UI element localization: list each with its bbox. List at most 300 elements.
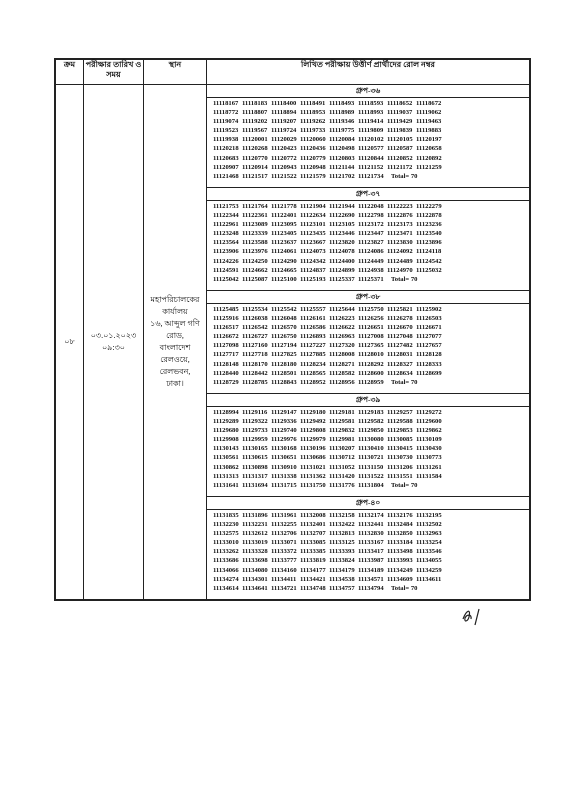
roll-number: 11131804 [358, 481, 384, 489]
roll-row [213, 247, 526, 256]
roll-number: 11130730 [387, 454, 413, 462]
roll-number: 11120268 [242, 145, 268, 153]
roll-number: 11127320 [329, 342, 355, 350]
date-cell [84, 85, 144, 600]
roll-number: 11131551 [387, 472, 413, 480]
roll-number: 11120577 [358, 145, 384, 153]
roll-number: 11130898 [242, 463, 268, 471]
header-serial: ক্রম [56, 60, 84, 85]
roll-number: 11119883 [416, 127, 442, 135]
roll-number: 11124665 [271, 266, 297, 274]
roll-number: 11119809 [358, 127, 384, 135]
roll-row [213, 453, 526, 462]
exam-time: ০৯:৩০ [101, 343, 126, 352]
roll-group [207, 188, 529, 291]
roll-number: 11126278 [387, 315, 413, 323]
roll-number: 11120498 [329, 145, 355, 153]
roll-number: 11118400 [271, 100, 297, 107]
roll-number: 11119062 [416, 109, 442, 117]
roll-number: 11120852 [387, 154, 413, 162]
roll-number: 11128008 [329, 351, 355, 359]
roll-number: 11119733 [300, 127, 326, 135]
roll-number: 11118167 [213, 100, 239, 107]
roll-number: 11125485 [213, 306, 239, 313]
roll-number: 11129740 [271, 427, 297, 435]
roll-number: 11132850 [387, 530, 413, 538]
roll-number: 11125750 [358, 306, 384, 313]
roll-number: 11118772 [213, 109, 239, 117]
roll-number: 11132008 [300, 512, 326, 519]
roll-row [213, 520, 526, 529]
roll-number: 11126503 [416, 315, 442, 323]
roll-number: 11125534 [242, 306, 268, 313]
roll-number: 11120948 [300, 163, 326, 171]
roll-number: 11134421 [300, 575, 326, 583]
roll-number: 11129908 [213, 436, 239, 444]
roll-number: 11120102 [358, 136, 384, 144]
roll-number: 11124400 [329, 257, 355, 265]
roll-row [213, 529, 526, 538]
roll-number: 11128959 [358, 378, 384, 386]
roll-number: 11123471 [387, 230, 413, 238]
roll-row [213, 323, 526, 332]
roll-number: 11134301 [242, 575, 268, 583]
roll-number: 11126542 [242, 324, 268, 332]
roll-number: 11129853 [387, 427, 413, 435]
roll-row [213, 408, 526, 417]
roll-number: 11121944 [329, 203, 355, 210]
roll-number: 11129959 [242, 436, 268, 444]
roll-number: 11134571 [358, 575, 384, 583]
venue-line: কার্যালয় [162, 307, 188, 316]
roll-number: 11129116 [242, 409, 268, 416]
roll-number: 11129582 [358, 418, 384, 426]
roll-number: 11123976 [242, 248, 268, 256]
roll-number: 11123172 [358, 221, 384, 229]
roll-row [213, 556, 526, 565]
roll-number: 11122401 [271, 212, 297, 220]
roll-number: 11121152 [358, 163, 384, 171]
roll-number: 11131317 [242, 472, 268, 480]
roll-number: 11132575 [213, 530, 239, 538]
roll-number: 11129492 [300, 418, 326, 426]
roll-number: 11125542 [271, 306, 297, 313]
roll-number: 11127825 [271, 351, 297, 359]
roll-row [213, 99, 526, 108]
roll-row [213, 341, 526, 350]
roll-number: 11123896 [416, 239, 442, 247]
roll-number: 11119262 [300, 118, 326, 126]
roll-number: 11125902 [416, 306, 442, 313]
roll-number-block [207, 510, 529, 595]
roll-number: 11133010 [213, 539, 239, 547]
roll-number: 11133987 [358, 557, 384, 565]
roll-number: 11126671 [416, 324, 442, 332]
roll-number: 11120779 [300, 154, 326, 162]
roll-number: 11123173 [387, 221, 413, 229]
roll-number: 11119414 [358, 118, 384, 126]
roll-number: 11120197 [416, 136, 442, 144]
roll-number: 11130143 [213, 445, 239, 453]
roll-number: 11119429 [387, 118, 413, 126]
roll-number: 11127885 [300, 351, 326, 359]
group-total: Total= 70 [391, 584, 418, 592]
roll-number: 11133777 [271, 557, 297, 565]
roll-number: 11130168 [271, 445, 297, 453]
roll-number: 11132963 [416, 530, 442, 538]
roll-row [213, 144, 526, 153]
roll-number: 11121144 [329, 163, 355, 171]
roll-number: 11133071 [271, 539, 297, 547]
roll-number: 11126670 [387, 324, 413, 332]
roll-number: 11129600 [416, 418, 442, 426]
roll-row [213, 463, 526, 472]
group-title: গ্রুপ-৩৭ [207, 188, 529, 201]
roll-number: 11122223 [387, 203, 413, 210]
roll-number: 11131961 [271, 512, 297, 519]
roll-number: 11118672 [416, 100, 442, 107]
roll-number: 11127717 [213, 351, 239, 359]
roll-number: 11125337 [329, 275, 355, 283]
roll-number: 11131261 [416, 463, 442, 471]
roll-number: 11132706 [271, 530, 297, 538]
roll-number: 11125821 [387, 306, 413, 313]
roll-number: 11124092 [387, 248, 413, 256]
roll-number: 11127482 [387, 342, 413, 350]
roll-number: 11120770 [242, 154, 268, 162]
roll-number: 11132422 [329, 521, 355, 529]
roll-number: 11119523 [213, 127, 239, 135]
group-total: Total= 70 [391, 378, 418, 386]
roll-number: 11126586 [300, 324, 326, 332]
roll-row [213, 350, 526, 359]
roll-number: 11130165 [242, 445, 268, 453]
roll-number: 11127365 [358, 342, 384, 350]
roll-number: 11127008 [358, 333, 384, 341]
roll-number-block [207, 98, 529, 183]
roll-number: 11123667 [300, 239, 326, 247]
roll-number: 11128565 [300, 369, 326, 377]
roll-row [213, 126, 526, 135]
roll-number: 11124899 [329, 266, 355, 274]
roll-number: 11121579 [300, 172, 326, 180]
roll-number: 11125916 [213, 315, 239, 323]
roll-number: 11127194 [271, 342, 297, 350]
roll-number: 11129183 [358, 409, 384, 416]
roll-number: 11126517 [213, 324, 239, 332]
roll-number: 11131641 [213, 481, 239, 489]
roll-number: 11123095 [271, 221, 297, 229]
roll-number: 11120914 [242, 163, 268, 171]
roll-number: 11128128 [416, 351, 442, 359]
roll-number: 11132441 [358, 521, 384, 529]
roll-number: 11124226 [213, 257, 239, 265]
roll-number: 11125644 [329, 306, 355, 313]
roll-number: 11133417 [358, 548, 384, 556]
venue-line: মহাপরিচালকের [150, 295, 200, 304]
roll-number: 11121468 [213, 172, 239, 180]
roll-number: 11120658 [416, 145, 442, 153]
roll-row [213, 257, 526, 266]
roll-table [55, 59, 530, 600]
roll-number: 11126727 [242, 333, 268, 341]
roll-number: 11132401 [300, 521, 326, 529]
roll-number: 11127048 [387, 333, 413, 341]
roll-row [213, 108, 526, 117]
group-list [207, 85, 529, 599]
table-row [56, 85, 530, 600]
roll-number: 11123089 [242, 221, 268, 229]
roll-number: 11122048 [358, 203, 384, 210]
roll-number: 11130085 [387, 436, 413, 444]
header-date: পরীক্ষার তারিখ ও সময় [84, 60, 144, 85]
roll-number: 11131338 [271, 472, 297, 480]
roll-number: 11129289 [213, 418, 239, 426]
roll-number: 11118807 [242, 109, 268, 117]
roll-number: 11128170 [242, 360, 268, 368]
roll-number: 11122878 [416, 212, 442, 220]
roll-number: 11133546 [416, 548, 442, 556]
roll-number: 11124970 [387, 266, 413, 274]
roll-number: 11120218 [213, 145, 239, 153]
venue-line: রেলভবন, [159, 367, 191, 376]
roll-number: 11120907 [213, 163, 239, 171]
header-rolls: লিখিত পরীক্ষায় উত্তীর্ণ প্রার্থীদের রোল নম্বর [207, 60, 530, 85]
roll-number: 11120084 [329, 136, 355, 144]
venue-cell [144, 85, 207, 600]
roll-number: 11120029 [271, 136, 297, 144]
roll-number: 11133824 [329, 557, 355, 565]
roll-number: 11124073 [300, 248, 326, 256]
roll-number: 11127657 [416, 342, 442, 350]
roll-number: 11121702 [329, 172, 355, 180]
roll-number: 11123405 [271, 230, 297, 238]
roll-number: 11120060 [300, 136, 326, 144]
roll-row [213, 435, 526, 444]
roll-number: 11118652 [387, 100, 413, 107]
roll-number: 11125087 [242, 275, 268, 283]
roll-group [207, 85, 529, 188]
roll-number: 11123540 [416, 230, 442, 238]
roll-group [207, 497, 529, 599]
roll-number: 11123248 [213, 230, 239, 238]
roll-row [213, 444, 526, 453]
roll-number: 11131052 [329, 463, 355, 471]
roll-number: 11119567 [242, 127, 268, 135]
roll-number: 11120892 [416, 154, 442, 162]
roll-number: 11133393 [329, 548, 355, 556]
roll-number: 11131150 [358, 463, 384, 471]
roll-number: 11129336 [271, 418, 297, 426]
roll-number: 11128442 [242, 369, 268, 377]
roll-number: 11119207 [271, 118, 297, 126]
roll-number: 11128010 [358, 351, 384, 359]
roll-number: 11121764 [242, 203, 268, 210]
venue-line: বাংলাদেশ [159, 343, 191, 352]
roll-row [213, 472, 526, 481]
roll-number: 11127227 [300, 342, 326, 350]
roll-number: 11119463 [416, 118, 442, 126]
roll-number: 11120943 [271, 163, 297, 171]
roll-number: 11130080 [358, 436, 384, 444]
roll-group [207, 291, 529, 394]
roll-number: 11128785 [242, 378, 268, 386]
roll-number: 11133167 [358, 539, 384, 547]
roll-number: 11130910 [271, 463, 297, 471]
roll-number: 11121522 [271, 172, 297, 180]
roll-number: 11128271 [329, 360, 355, 368]
roll-number: 11126750 [271, 333, 297, 341]
roll-number: 11134259 [416, 566, 442, 574]
roll-number: 11124449 [358, 257, 384, 265]
roll-row [213, 566, 526, 575]
roll-number: 11122361 [242, 212, 268, 220]
roll-number: 11133019 [242, 539, 268, 547]
roll-row [213, 220, 526, 229]
roll-number: 11129272 [416, 409, 442, 416]
roll-row [213, 172, 526, 181]
roll-number: 11128440 [213, 369, 239, 377]
roll-number: 11125042 [213, 275, 239, 283]
roll-number: 11120436 [300, 145, 326, 153]
group-total: Total= 70 [391, 481, 418, 489]
roll-number: 11118953 [300, 109, 326, 117]
roll-number-block [207, 407, 529, 492]
group-title: গ্রুপ-৩৬ [207, 85, 529, 98]
roll-number: 11131694 [242, 481, 268, 489]
roll-row [213, 314, 526, 323]
roll-number: 11134609 [387, 575, 413, 583]
roll-number: 11128994 [213, 409, 239, 416]
roll-number: 11133819 [300, 557, 326, 565]
roll-number: 11133328 [242, 548, 268, 556]
roll-number: 11132195 [416, 512, 442, 519]
roll-number: 11130207 [329, 445, 355, 453]
table-header-row [56, 60, 530, 85]
roll-number: 11123105 [329, 221, 355, 229]
venue-line: ঢাকা। [166, 379, 184, 388]
roll-number: 11118491 [300, 100, 326, 107]
roll-number: 11132612 [242, 530, 268, 538]
header-venue: স্থান [144, 60, 207, 85]
roll-number: 11134794 [358, 584, 384, 592]
roll-number: 11131522 [358, 472, 384, 480]
roll-number: 11129976 [271, 436, 297, 444]
roll-number: 11131776 [329, 481, 355, 489]
roll-number: 11127718 [242, 351, 268, 359]
roll-number: 11129979 [300, 436, 326, 444]
roll-row [213, 378, 526, 387]
roll-number: 11120423 [271, 145, 297, 153]
venue-line: রেলওয়ে, [160, 355, 190, 364]
roll-number: 11130862 [213, 463, 239, 471]
roll-number: 11129832 [329, 427, 355, 435]
roll-number: 11134080 [242, 566, 268, 574]
roll-number-block [207, 201, 529, 286]
roll-number: 11124489 [387, 257, 413, 265]
roll-number: 11128180 [271, 360, 297, 368]
roll-row [213, 426, 526, 435]
roll-row [213, 511, 526, 520]
roll-number: 11132502 [416, 521, 442, 529]
roll-row [213, 584, 526, 593]
roll-number: 11118493 [329, 100, 355, 107]
roll-number: 11119037 [387, 109, 413, 117]
roll-number: 11130109 [416, 436, 442, 444]
roll-number: 11130712 [329, 454, 355, 462]
group-title: গ্রুপ-৩৯ [207, 394, 529, 407]
roll-number: 11121259 [416, 163, 442, 171]
roll-row [213, 154, 526, 163]
roll-row [213, 360, 526, 369]
roll-number: 11133085 [300, 539, 326, 547]
roll-number: 11128234 [300, 360, 326, 368]
roll-number: 11132255 [271, 521, 297, 529]
roll-number: 11119202 [242, 118, 268, 126]
roll-number: 11120001 [242, 136, 268, 144]
roll-number: 11124542 [416, 257, 442, 265]
roll-number: 11132707 [300, 530, 326, 538]
roll-number: 11134179 [329, 566, 355, 574]
roll-number: 11121753 [213, 203, 239, 210]
roll-number: 11122690 [329, 212, 355, 220]
serial-cell: ০৮ [56, 85, 84, 600]
roll-number: 11120844 [358, 154, 384, 162]
roll-number: 11121517 [242, 172, 268, 180]
roll-number: 11130686 [300, 454, 326, 462]
roll-number: 11124061 [271, 248, 297, 256]
roll-number: 11124078 [329, 248, 355, 256]
roll-number: 11132230 [213, 521, 239, 529]
roll-number: 11120803 [329, 154, 355, 162]
roll-number: 11124290 [271, 257, 297, 265]
roll-number: 11128634 [387, 369, 413, 377]
roll-row [213, 211, 526, 220]
roll-row [213, 369, 526, 378]
roll-number: 11131750 [300, 481, 326, 489]
roll-number: 11129733 [242, 427, 268, 435]
exam-date: ০৩.০১.২০২৩ [90, 331, 137, 340]
roll-number: 11131715 [271, 481, 297, 489]
roll-number: 11127160 [242, 342, 268, 350]
roll-number: 11120587 [387, 145, 413, 153]
venue-line: রোড, [166, 331, 184, 340]
roll-number: 11123447 [358, 230, 384, 238]
roll-number: 11134160 [271, 566, 297, 574]
roll-number: 11126622 [329, 324, 355, 332]
roll-number: 11129257 [387, 409, 413, 416]
roll-number: 11132830 [358, 530, 384, 538]
roll-row [213, 547, 526, 556]
roll-number: 11129862 [416, 427, 442, 435]
roll-number: 11133993 [387, 557, 413, 565]
roll-number: 11126672 [213, 333, 239, 341]
roll-number: 11122961 [213, 221, 239, 229]
roll-number: 11129180 [300, 409, 326, 416]
roll-number: 11130651 [271, 454, 297, 462]
roll-number: 11123830 [387, 239, 413, 247]
roll-number: 11130773 [416, 454, 442, 462]
roll-number: 11134411 [271, 575, 297, 583]
roll-number: 11130196 [300, 445, 326, 453]
roll-number: 11118183 [242, 100, 268, 107]
roll-number: 11123236 [416, 221, 442, 229]
roll-number: 11133385 [300, 548, 326, 556]
roll-number: 11134177 [300, 566, 326, 574]
roll-number: 11134748 [300, 584, 326, 592]
group-title: গ্রুপ-৩৮ [207, 291, 529, 304]
roll-number: 11118593 [358, 100, 384, 107]
